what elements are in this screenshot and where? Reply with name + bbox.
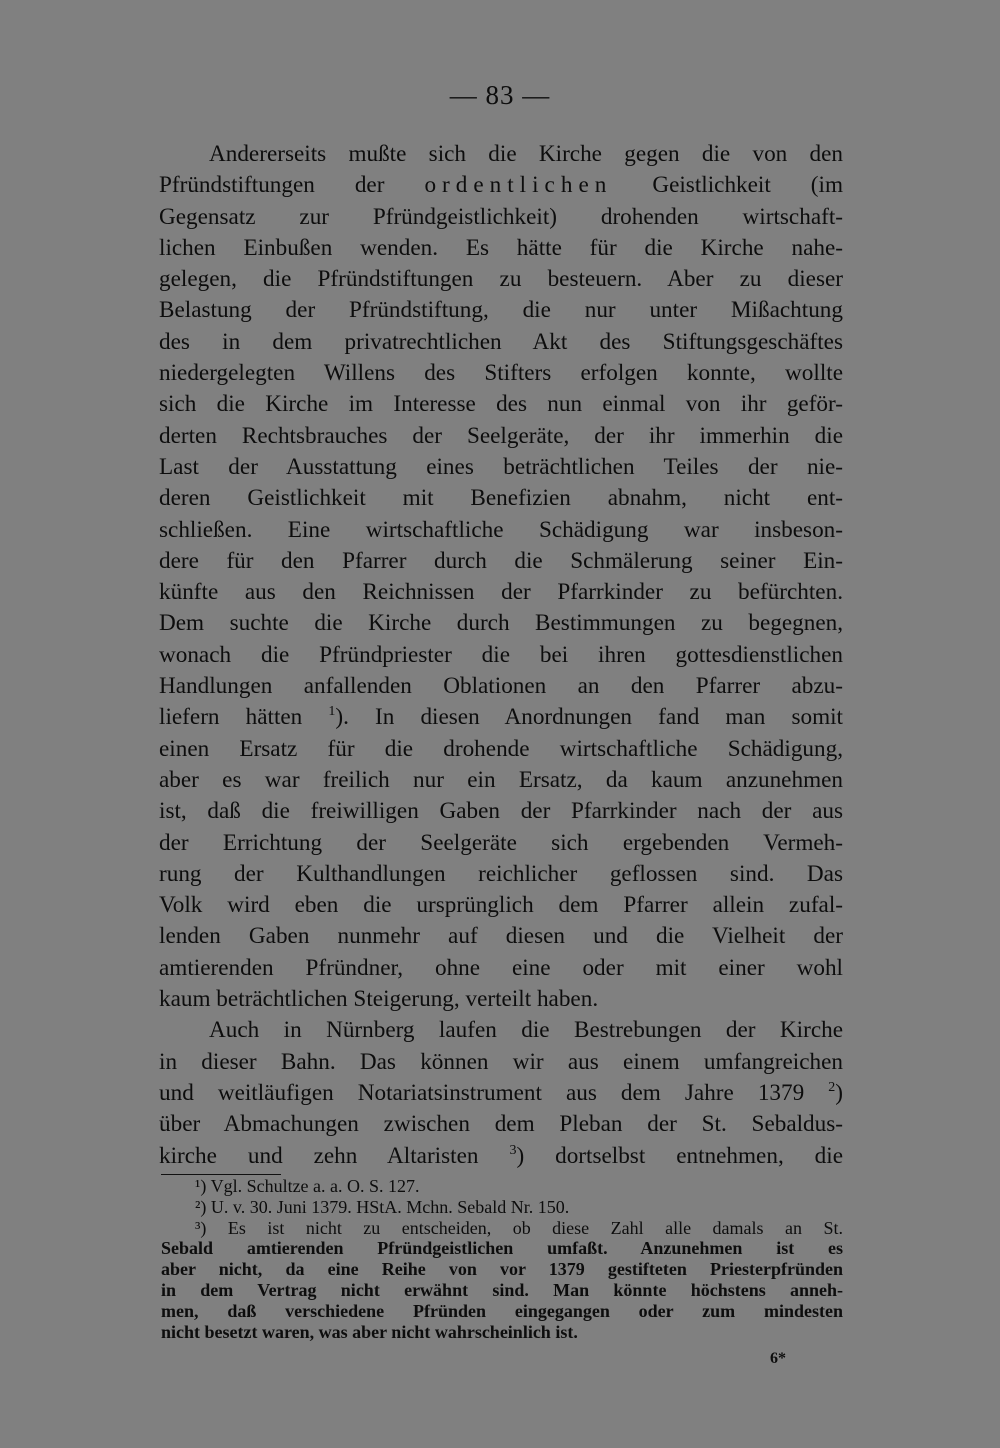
page-number: — 83 — [449,80,551,110]
signature-mark: 6* [770,1350,786,1367]
text-line: deren Geistlichkeit mit Benefizien abnahm, nicht ent- [159,485,843,512]
spaced-emphasis: ordentlichen [424,172,613,199]
text-line: Dem suchte die Kirche durch Bestimmungen zu begegnen, [159,610,843,637]
text-line: Handlungen anfallenden Oblationen an den Pfarrer abzu- [159,673,843,700]
text-fragment: Pfründstiftungen der [159,172,385,199]
footnote-ref: 3 [509,1142,517,1158]
text-line: Auch in Nürnberg laufen die Bestrebungen der Kirche [209,1017,843,1044]
text-line: gelegen, die Pfründstiftungen zu besteuern. Aber zu dieser [159,266,843,293]
footnote-2: ²) U. v. 30. Juni 1379. HStA. Mchn. Sebald Nr. 150. [195,1196,570,1217]
footnote-line: in dem Vertrag nicht erwähnt sind. Man könnte höchstens anneh- [161,1279,843,1300]
footnote-line: aber nicht, da eine Reihe von vor 1379 gestifteten Priesterpfründen [161,1259,843,1280]
footnote-3: ³) Es ist nicht zu entscheiden, ob diese Zahl alle damals an St. [195,1217,843,1238]
text-line: in dieser Bahn. Das können wir aus einem umfangreichen [159,1048,843,1075]
text-line: wonach die Pfründpriester die bei ihren gottesdienstlichen [159,641,843,668]
text-fragment: ) [835,1079,843,1106]
text-line: Last der Ausstattung eines beträchtlichen Teiles der nie- [159,453,843,480]
text-line: Andererseits mußte sich die Kirche gegen die von den [209,141,843,167]
text-line [159,702,843,733]
text-fragment: ). In diesen Anordnungen fand man somit [335,704,843,731]
body-text [159,139,843,1172]
text-line: aber es war freilich nur ein Ersatz, da kaum anzunehmen [159,766,843,793]
text-line: kaum beträchtlichen Steigerung, verteilt haben. [159,986,599,1013]
text-line: ist, daß die freiwilligen Gaben der Pfarrkinder nach der aus [159,798,843,825]
text-line: künfte aus den Reichnissen der Pfarrkinder zu befürchten. [159,579,843,606]
text-fragment: kirche und zehn Altaristen [159,1142,479,1169]
text-line: schließen. Eine wirtschaftliche Schädigung war insbeson- [159,516,843,543]
text-line [159,1141,843,1172]
text-line [159,170,843,201]
text-line: Volk wird eben die ursprünglich dem Pfarrer allein zufal- [159,892,843,919]
text-fragment: Geistlichkeit (im [652,172,843,199]
text-line: sich die Kirche im Interesse des nun einmal von ihr geför- [159,391,843,418]
text-fragment: und weitläufigen Notariatsinstrument aus dem Jahre 1379 [159,1079,805,1106]
text-line: über Abmachungen zwischen dem Pleban der St. Sebaldus- [159,1111,843,1138]
text-line: amtierenden Pfründner, ohne eine oder mit einer wohl [159,954,843,981]
text-line: der Errichtung der Seelgeräte sich ergebenden Vermeh- [159,829,843,856]
footnote-ref: 2 [828,1079,836,1095]
footnotes [161,1176,843,1342]
text-line: Belastung der Pfründstiftung, die nur unter Mißachtung [159,297,843,324]
text-line [159,1078,843,1109]
footnote-divider [161,1174,281,1175]
text-line: einen Ersatz für die drohende wirtschaftliche Schädigung, [159,735,843,762]
text-line: dere für den Pfarrer durch die Schmälerung seiner Ein- [159,547,843,574]
footnote-ref: 1 [328,704,336,720]
footnote-line: nicht besetzt waren, was aber nicht wahrscheinlich ist. [161,1321,578,1342]
text-line: derten Rechtsbrauches der Seelgeräte, der ihr immerhin die [159,422,843,449]
text-fragment: liefern hätten [159,704,303,731]
text-line: des in dem privatrechtlichen Akt des Stiftungsgeschäftes [159,328,843,355]
text-fragment: ) dortselbst entnehmen, die [516,1142,844,1169]
text-line: niedergelegten Willens des Stifters erfolgen konnte, wollte [159,360,843,387]
text-line: Gegensatz zur Pfründgeistlichkeit) drohenden wirtschaft- [159,203,843,230]
footnote-line: men, daß verschiedene Pfründen eingegangen oder zum mindesten [161,1300,843,1321]
text-line: lenden Gaben nunmehr auf diesen und die Vielheit der [159,923,843,950]
text-line: rung der Kulthandlungen reichlicher geflossen sind. Das [159,860,843,887]
footnote-1: ¹) Vgl. Schultze a. a. O. S. 127. [195,1176,420,1196]
footnote-line: Sebald amtierenden Pfründgeistlichen umfaßt. Anzunehmen ist es [161,1238,843,1259]
text-line: lichen Einbußen wenden. Es hätte für die Kirche nahe- [159,234,843,261]
